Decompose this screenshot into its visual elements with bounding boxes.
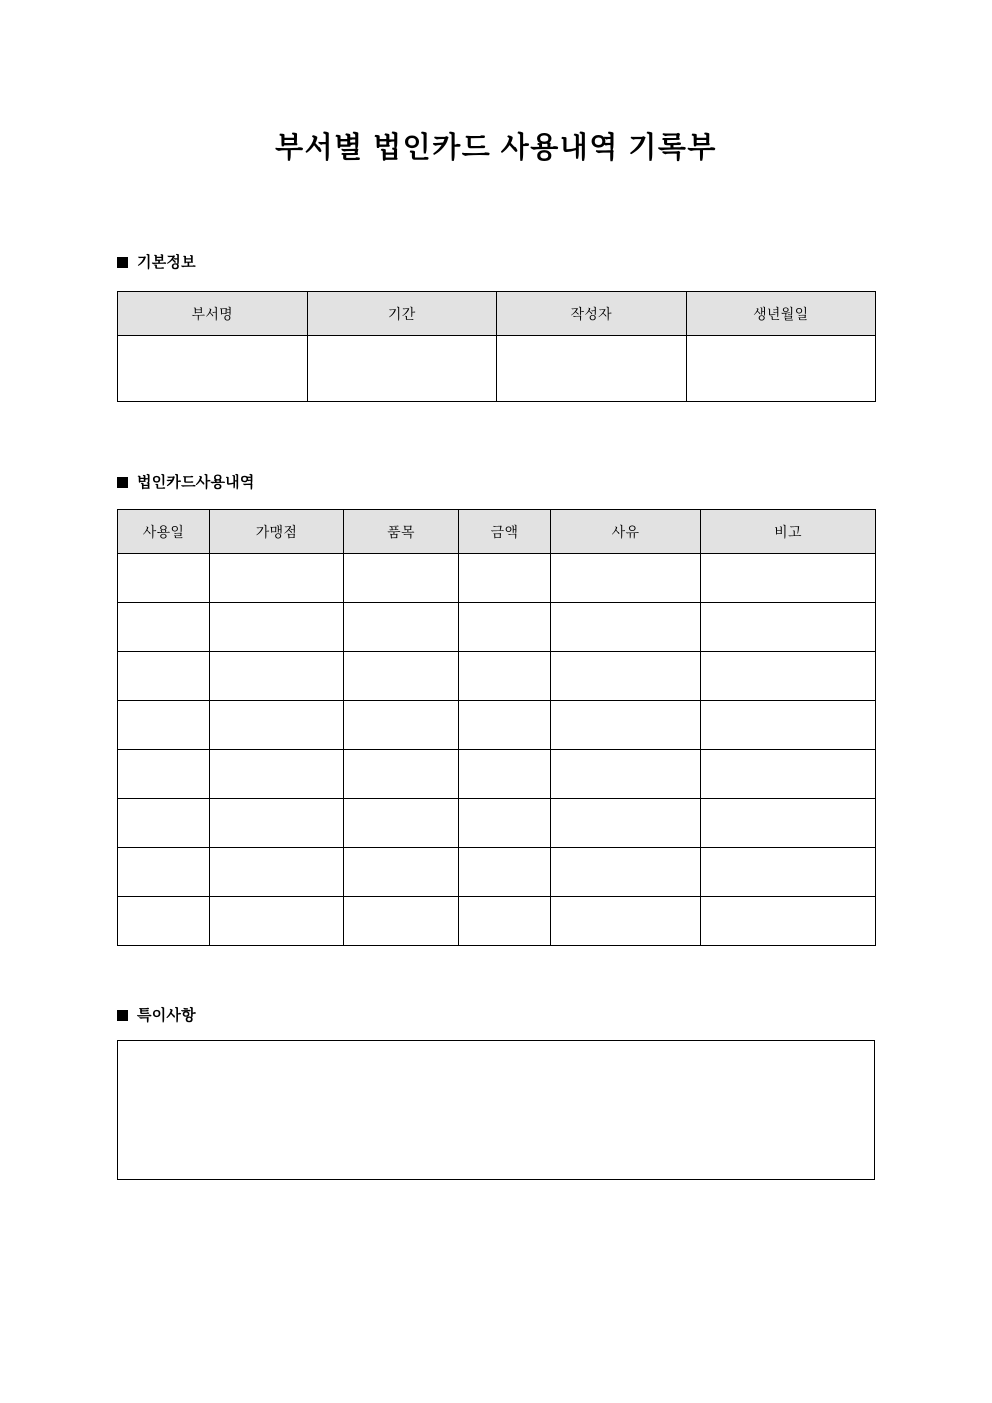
column-header-period: 기간	[307, 292, 497, 336]
cell-amount[interactable]	[459, 701, 551, 750]
cell-merchant[interactable]	[210, 799, 344, 848]
column-header-item: 품목	[344, 510, 459, 554]
cell-use-date[interactable]	[118, 652, 210, 701]
cell-remarks[interactable]	[701, 652, 876, 701]
special-notes-input-box[interactable]	[117, 1040, 875, 1180]
cell-reason[interactable]	[551, 603, 701, 652]
cell-amount[interactable]	[459, 799, 551, 848]
section-heading-label: 법인카드사용내역	[137, 474, 255, 491]
cell-remarks[interactable]	[701, 603, 876, 652]
table-row	[118, 897, 876, 946]
cell-remarks[interactable]	[701, 750, 876, 799]
section-heading-special-notes	[117, 1008, 196, 1023]
cell-merchant[interactable]	[210, 554, 344, 603]
table-row	[118, 848, 876, 897]
cell-use-date[interactable]	[118, 701, 210, 750]
section-heading-label: 기본정보	[137, 254, 196, 271]
cell-merchant[interactable]	[210, 848, 344, 897]
cell-amount[interactable]	[459, 848, 551, 897]
section-heading-basic-info	[117, 255, 196, 270]
cell-item[interactable]	[344, 848, 459, 897]
table-row	[118, 750, 876, 799]
column-header-birthdate: 생년월일	[686, 292, 876, 336]
cell-amount[interactable]	[459, 603, 551, 652]
cell-item[interactable]	[344, 652, 459, 701]
cell-amount[interactable]	[459, 554, 551, 603]
column-header-author: 작성자	[497, 292, 687, 336]
cell-author[interactable]	[497, 336, 687, 402]
cell-reason[interactable]	[551, 554, 701, 603]
filled-square-bullet-icon	[117, 477, 128, 488]
filled-square-bullet-icon	[117, 257, 128, 268]
cell-period[interactable]	[307, 336, 497, 402]
cell-merchant[interactable]	[210, 603, 344, 652]
section-heading-card-usage	[117, 475, 255, 490]
cell-reason[interactable]	[551, 897, 701, 946]
cell-merchant[interactable]	[210, 750, 344, 799]
cell-use-date[interactable]	[118, 603, 210, 652]
table-row	[118, 652, 876, 701]
cell-item[interactable]	[344, 799, 459, 848]
table-row	[118, 603, 876, 652]
cell-reason[interactable]	[551, 701, 701, 750]
cell-reason[interactable]	[551, 848, 701, 897]
cell-remarks[interactable]	[701, 848, 876, 897]
cell-remarks[interactable]	[701, 897, 876, 946]
column-header-remarks: 비고	[701, 510, 876, 554]
cell-merchant[interactable]	[210, 652, 344, 701]
cell-remarks[interactable]	[701, 701, 876, 750]
filled-square-bullet-icon	[117, 1010, 128, 1021]
cell-department[interactable]	[118, 336, 308, 402]
cell-birthdate[interactable]	[686, 336, 876, 402]
basic-info-table	[117, 291, 876, 402]
cell-item[interactable]	[344, 554, 459, 603]
cell-use-date[interactable]	[118, 848, 210, 897]
cell-amount[interactable]	[459, 750, 551, 799]
cell-item[interactable]	[344, 603, 459, 652]
cell-reason[interactable]	[551, 750, 701, 799]
cell-reason[interactable]	[551, 799, 701, 848]
cell-reason[interactable]	[551, 652, 701, 701]
column-header-merchant: 가맹점	[210, 510, 344, 554]
table-row	[118, 554, 876, 603]
column-header-reason: 사유	[551, 510, 701, 554]
cell-merchant[interactable]	[210, 897, 344, 946]
column-header-use-date: 사용일	[118, 510, 210, 554]
cell-remarks[interactable]	[701, 554, 876, 603]
cell-item[interactable]	[344, 750, 459, 799]
card-usage-table	[117, 509, 876, 946]
cell-use-date[interactable]	[118, 897, 210, 946]
table-row	[118, 701, 876, 750]
column-header-department: 부서명	[118, 292, 308, 336]
cell-item[interactable]	[344, 897, 459, 946]
cell-use-date[interactable]	[118, 554, 210, 603]
cell-amount[interactable]	[459, 652, 551, 701]
page-title: 부서별 법인카드 사용내역 기록부	[275, 132, 717, 164]
cell-use-date[interactable]	[118, 750, 210, 799]
section-heading-label: 특이사항	[137, 1007, 196, 1024]
cell-amount[interactable]	[459, 897, 551, 946]
table-row	[118, 336, 876, 402]
table-header-row	[118, 510, 876, 554]
cell-use-date[interactable]	[118, 799, 210, 848]
cell-remarks[interactable]	[701, 799, 876, 848]
table-header-row	[118, 292, 876, 336]
table-row	[118, 799, 876, 848]
column-header-amount: 금액	[459, 510, 551, 554]
cell-item[interactable]	[344, 701, 459, 750]
cell-merchant[interactable]	[210, 701, 344, 750]
